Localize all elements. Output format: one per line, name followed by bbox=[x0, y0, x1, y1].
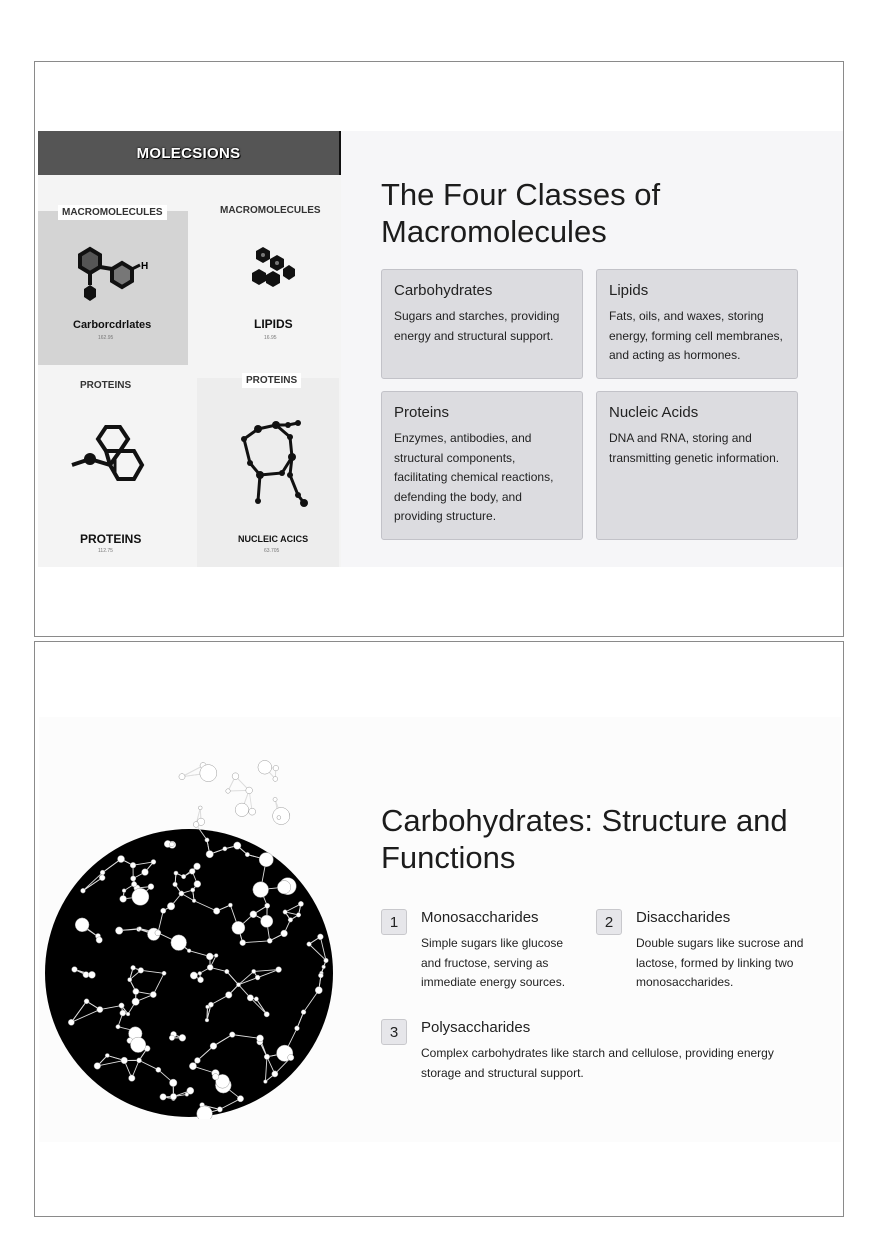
number-badge: 1 bbox=[381, 909, 407, 935]
tile-label: PROTEINS bbox=[80, 380, 132, 391]
card-title: Nucleic Acids bbox=[609, 404, 699, 421]
item-disaccharides bbox=[596, 907, 806, 997]
carbohydrate-network-illustration bbox=[43, 754, 338, 1119]
number-badge: 3 bbox=[381, 1019, 407, 1045]
carbohydrate-molecule-icon bbox=[68, 241, 168, 311]
item-title: Polysaccharides bbox=[421, 1019, 531, 1036]
tile-number: 112.75 bbox=[98, 548, 113, 554]
nucleic-acid-molecule-icon bbox=[228, 413, 318, 513]
item-text: Simple sugars like glucose and fructose, serving as immediate energy sources. bbox=[421, 936, 566, 989]
tile-number: 63.705 bbox=[264, 548, 280, 554]
tile-name: LIPIDS bbox=[254, 317, 293, 331]
card-text: Fats, oils, and waxes, storing energy, forming cell membranes, and acting as hormones. bbox=[609, 309, 783, 362]
title-line-1: Carbohydrates: Structure and bbox=[381, 803, 788, 838]
tile-name: Carborcdrlates bbox=[73, 319, 152, 331]
number-badge: 2 bbox=[596, 909, 622, 935]
slide-four-classes bbox=[34, 61, 844, 637]
tile-number: 16.95 bbox=[264, 335, 277, 341]
slide-carbohydrates bbox=[34, 641, 844, 1217]
card-lipids bbox=[596, 269, 798, 379]
card-text: Enzymes, antibodies, and structural components, facilitating chemical reactions, defending the body, and providing structure. bbox=[394, 431, 554, 523]
card-title: Lipids bbox=[609, 282, 649, 299]
title-line-1: The Four Classes of bbox=[381, 177, 661, 212]
title-line-2: Macromolecules bbox=[381, 214, 607, 249]
tile-name: PROTEINS bbox=[80, 532, 142, 546]
protein-molecule-icon bbox=[66, 421, 156, 501]
tile-label: MACROMOLECULES bbox=[58, 205, 167, 220]
tile-label: MACROMOLECULES bbox=[220, 205, 321, 216]
card-nucleic-acids bbox=[596, 391, 798, 540]
item-title: Monosaccharides bbox=[421, 909, 539, 926]
page-title bbox=[381, 802, 788, 876]
banner-text: MOLECSIONS bbox=[136, 144, 241, 162]
item-text: Complex carbohydrates like starch and cellulose, providing energy storage and structural support. bbox=[421, 1046, 774, 1080]
card-title: Carbohydrates bbox=[394, 282, 493, 299]
item-title: Disaccharides bbox=[636, 909, 731, 926]
page-title bbox=[381, 176, 660, 250]
item-polysaccharides bbox=[381, 1017, 801, 1087]
macromolecules-illustration bbox=[38, 131, 341, 567]
card-text: Sugars and starches, providing energy and structural support. bbox=[394, 309, 560, 343]
card-text: DNA and RNA, storing and transmitting genetic information. bbox=[609, 431, 780, 465]
item-text: Double sugars like sucrose and lactose, formed by linking two monosaccharides. bbox=[636, 936, 804, 989]
card-carbohydrates bbox=[381, 269, 583, 379]
svg-text:H: H bbox=[141, 261, 149, 272]
title-line-2: Functions bbox=[381, 840, 516, 875]
card-proteins bbox=[381, 391, 583, 540]
illustration-banner bbox=[38, 131, 341, 175]
card-title: Proteins bbox=[394, 404, 450, 421]
tile-number: 162.95 bbox=[98, 335, 114, 341]
lipid-molecule-icon bbox=[243, 243, 303, 293]
tile-name: NUCLEIC ACICS bbox=[238, 534, 309, 544]
item-monosaccharides bbox=[381, 907, 581, 997]
tile-label: PROTEINS bbox=[242, 373, 301, 388]
